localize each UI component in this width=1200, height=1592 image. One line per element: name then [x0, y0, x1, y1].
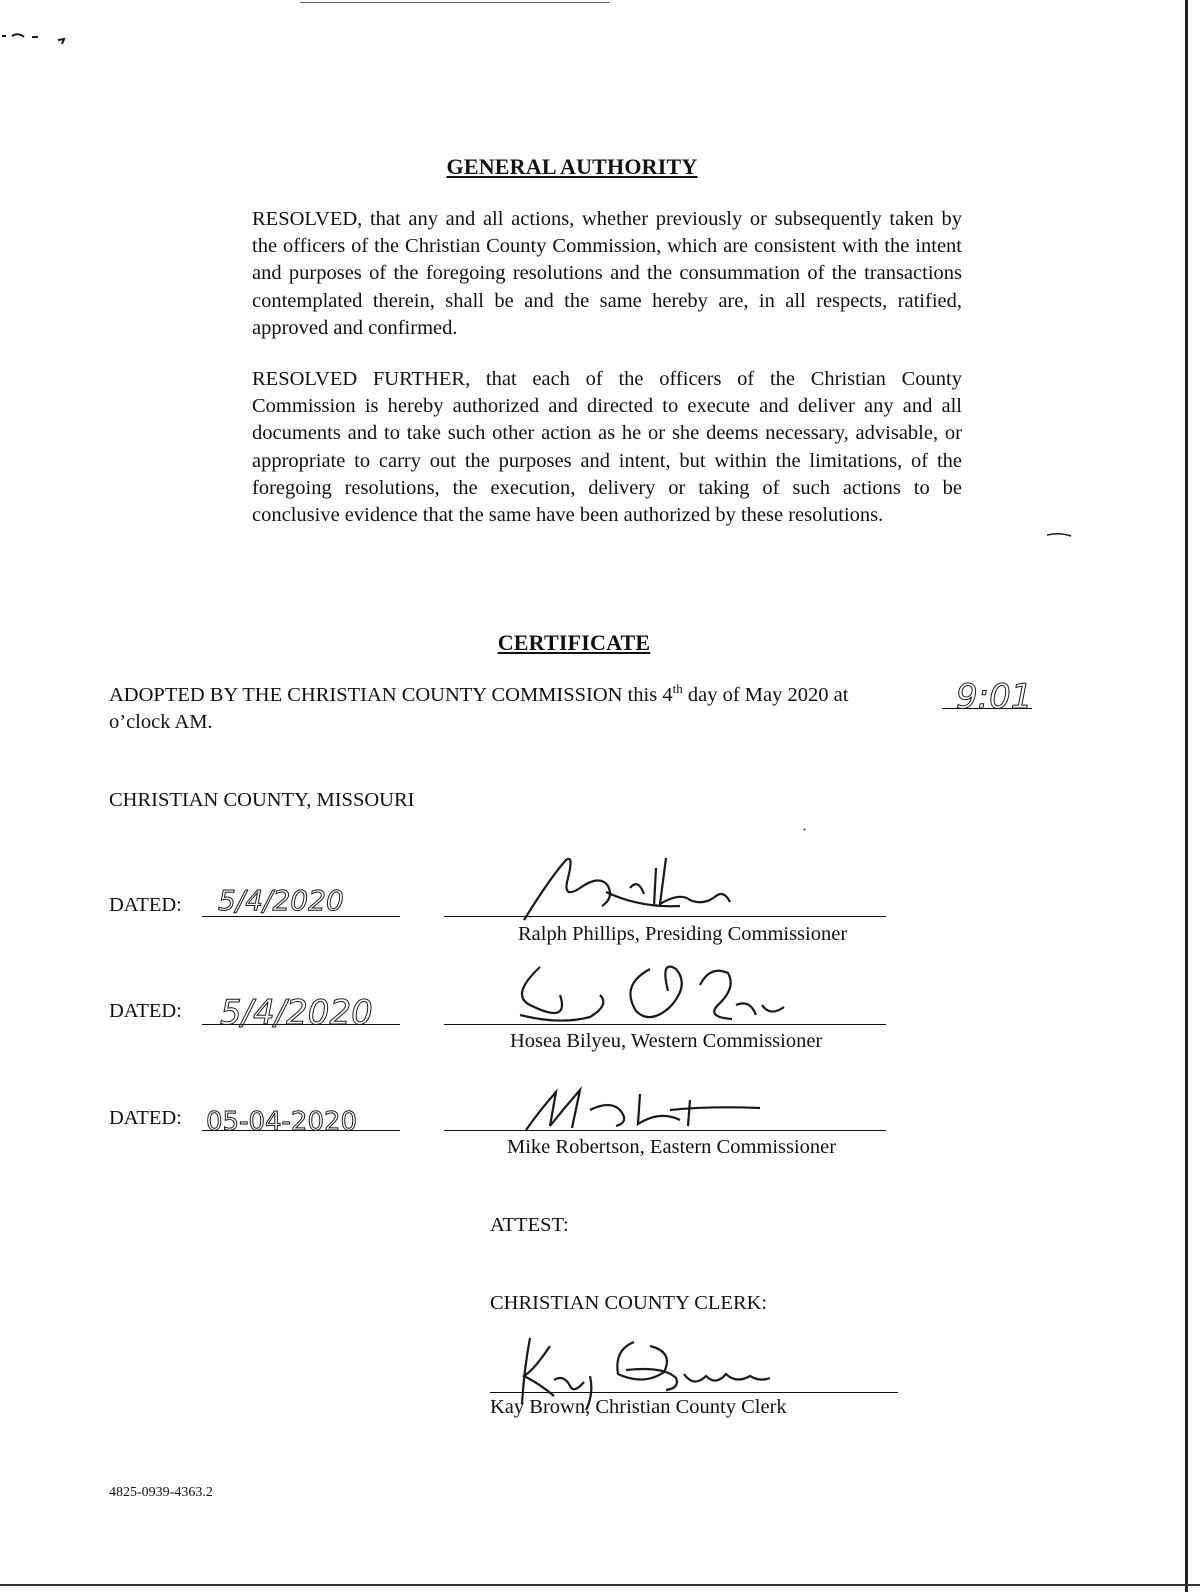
oclock-am: o’clock AM.	[109, 711, 213, 733]
adopted-prefix: ADOPTED BY THE CHRISTIAN COUNTY COMMISSION this 4	[109, 684, 673, 706]
handwritten-time-text: 9:01	[956, 677, 1033, 717]
signer-name-3: Mike Robertson, Eastern Commissioner	[507, 1136, 837, 1158]
adopted-suffix: day of May 2020 at	[682, 684, 849, 706]
scan-dash-mark	[1045, 530, 1075, 540]
handwritten-date-2	[200, 984, 400, 1044]
dated-label-3: DATED:	[109, 1107, 182, 1129]
handwritten-date-2-text: 5/4/2020	[220, 993, 373, 1033]
document-number: 4825-0939-4363.2	[109, 1485, 213, 1500]
dated-label-2: DATED:	[109, 1000, 182, 1022]
signature-ralph-phillips	[510, 848, 760, 928]
resolved-paragraph: RESOLVED, that any and all actions, whether previously or subsequently taken by the officers of the Christian County Commission, which are consistent with the intent and purposes of the foregoing resolutions and the consummation of the transactions contemplated therein, shall be and the same hereby are, in all respects, ratified, approved and confirmed.	[252, 208, 962, 339]
scan-speck-marks	[0, 28, 80, 48]
scan-bottom-edge	[0, 1584, 1200, 1586]
attest-label: ATTEST:	[490, 1214, 569, 1236]
clerk-name: Kay Brown, Christian County Clerk	[490, 1396, 787, 1418]
dated-label-1: DATED:	[109, 894, 182, 916]
clerk-title: CHRISTIAN COUNTY CLERK:	[490, 1292, 768, 1314]
ordinal-suffix: th	[672, 681, 683, 697]
handwritten-date-1-text: 5/4/2020	[218, 884, 344, 917]
resolved-further-paragraph: RESOLVED FURTHER, that each of the officers of the Christian County Commission is hereby authorized and directed to execute and deliver any and all documents and to take such other action as he or she deems necessary, advisable, or appropriate to carry out the purposes and intent, but within the limitations, of the foregoing resolutions, the execution, delivery or taking of such actions to be conclusive evidence that the same have been authorized by these resolutions.	[252, 368, 962, 527]
scan-top-rule	[300, 2, 610, 3]
scan-dot-mark	[800, 825, 810, 835]
county-state-label: CHRISTIAN COUNTY, MISSOURI	[109, 789, 415, 811]
general-authority-heading: GENERAL AUTHORITY	[446, 154, 698, 179]
adopted-statement	[109, 681, 849, 707]
signature-mike-robertson	[520, 1080, 780, 1140]
scan-right-edge	[1185, 0, 1188, 1592]
handwritten-date-3-text: 05-04-2020	[206, 1107, 358, 1137]
handwritten-date-3	[204, 1100, 404, 1140]
certificate-heading: CERTIFICATE	[497, 630, 651, 655]
signer-name-1: Ralph Phillips, Presiding Commissioner	[518, 923, 848, 945]
handwritten-time	[952, 672, 1052, 722]
handwritten-date-1	[210, 880, 390, 920]
signer-name-2: Hosea Bilyeu, Western Commissioner	[510, 1030, 823, 1052]
